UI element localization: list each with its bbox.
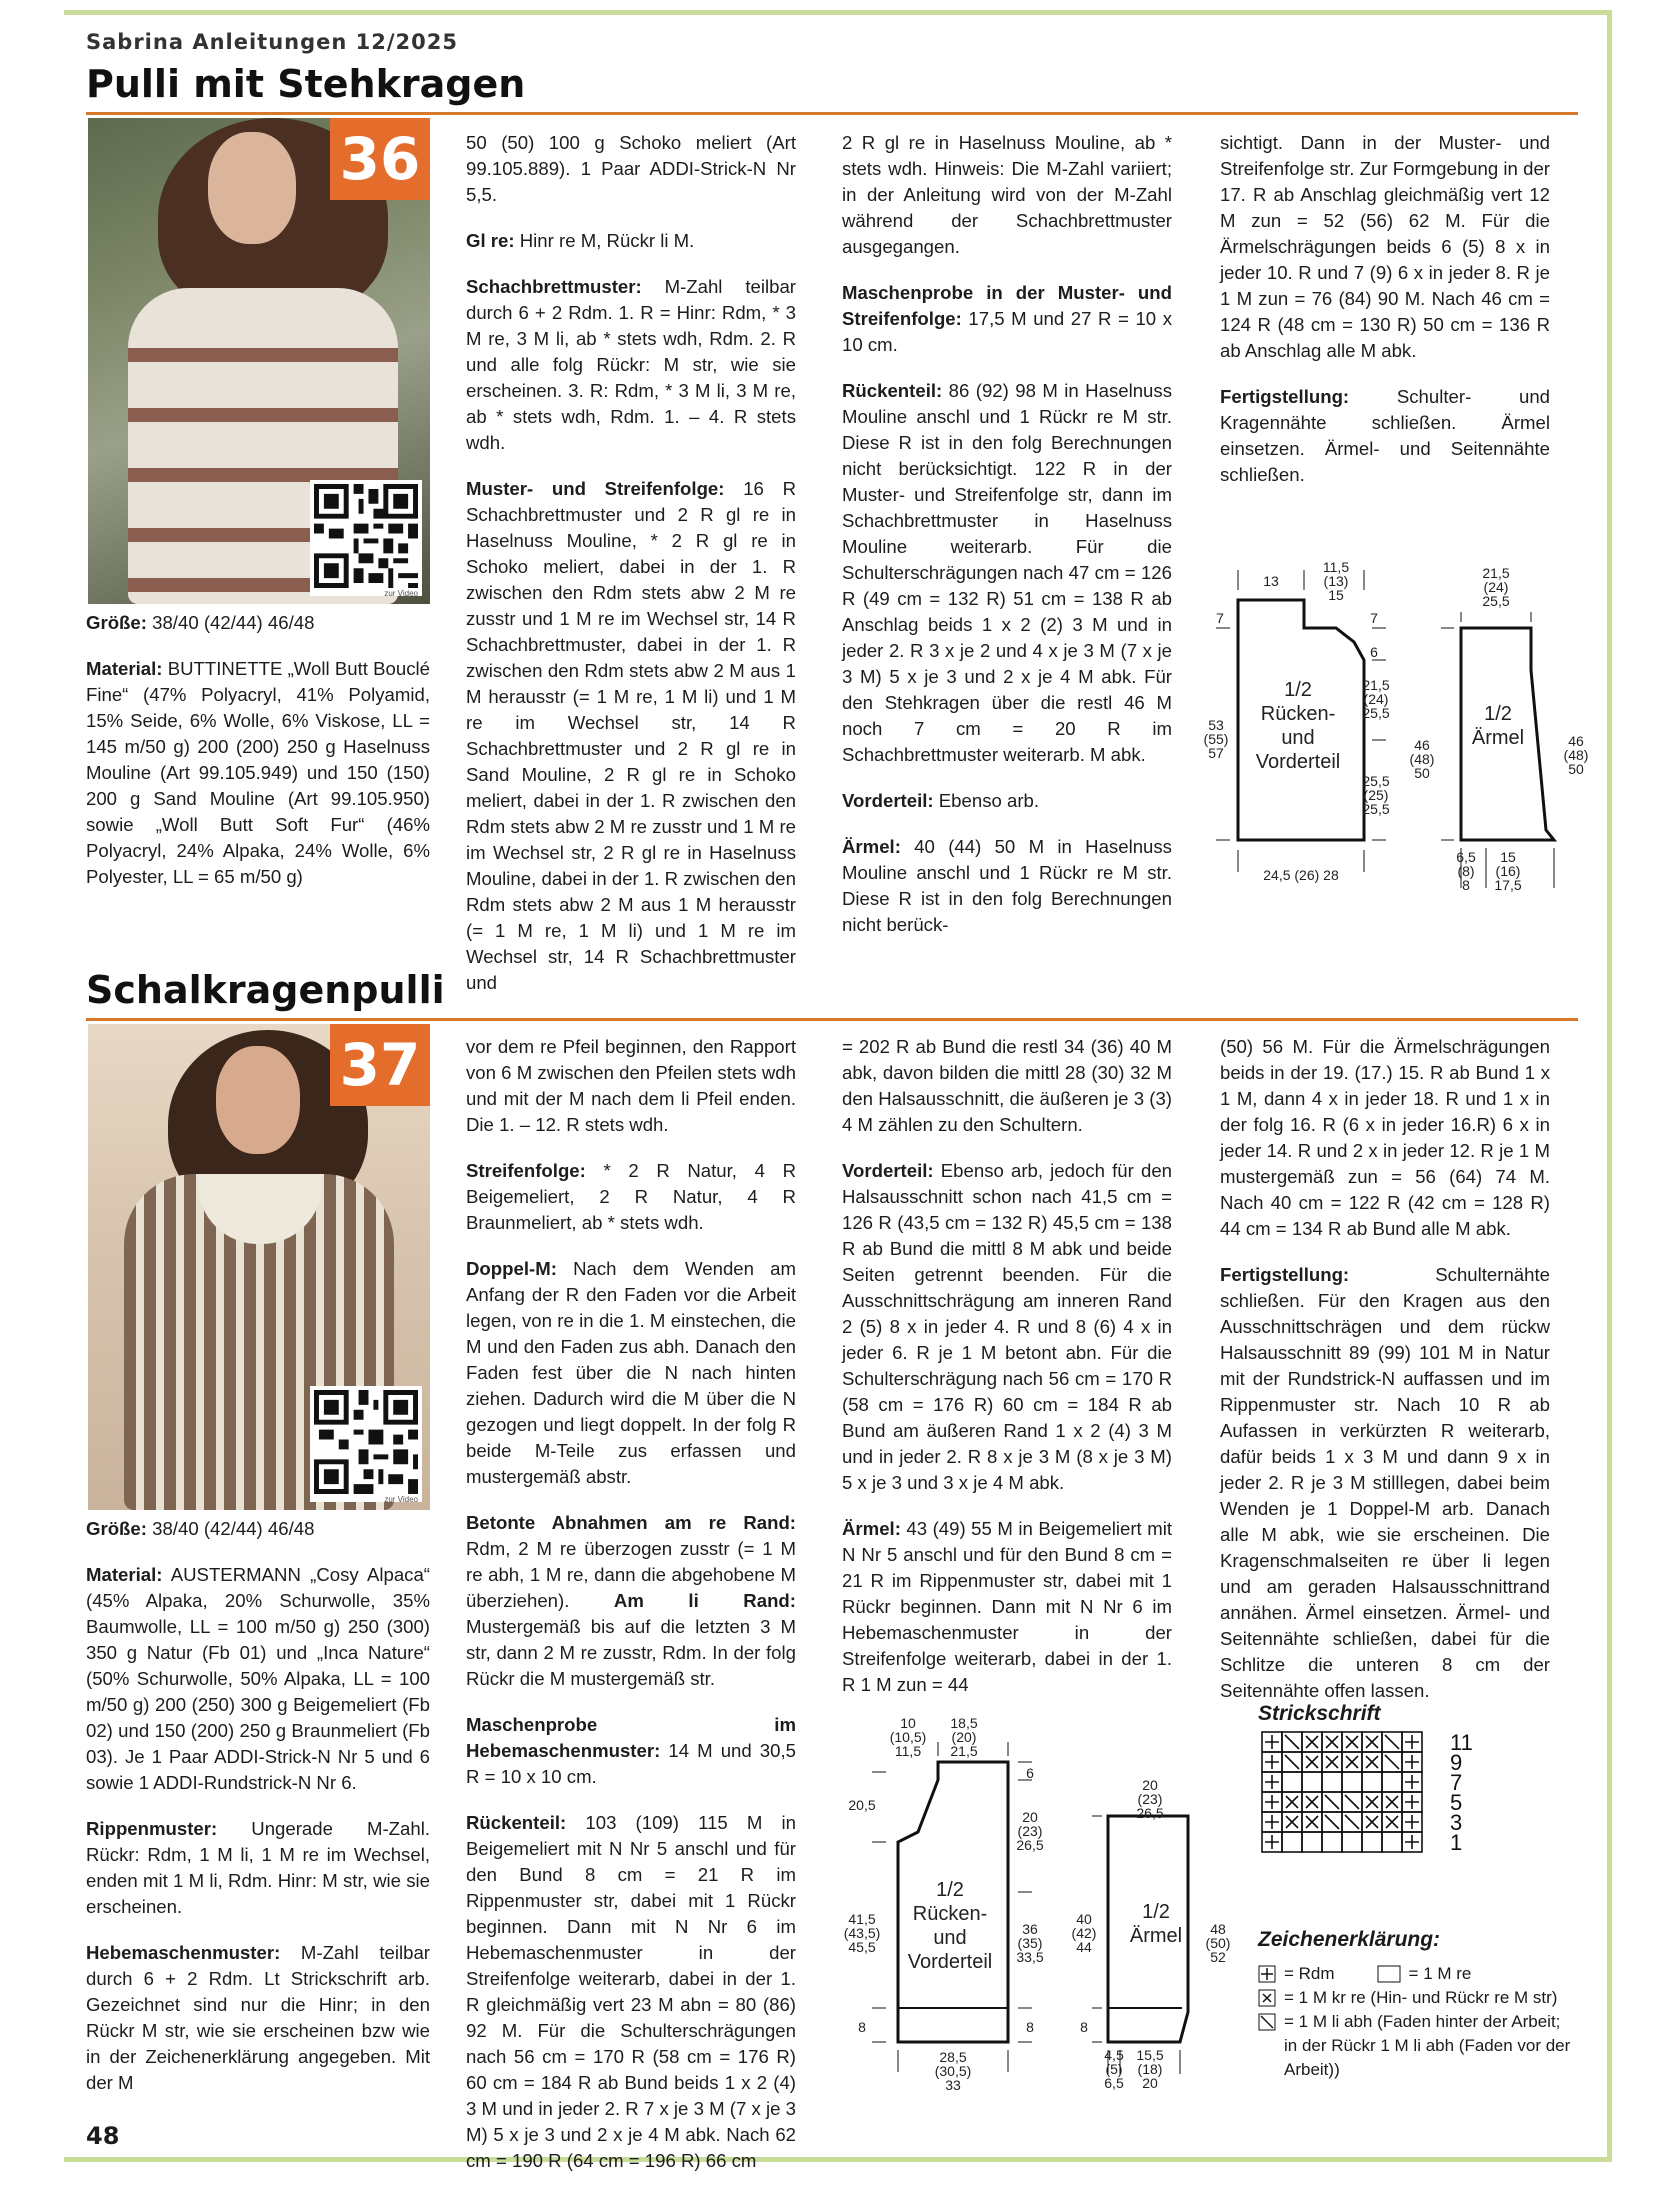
dim-7b: 7 (1370, 610, 1378, 626)
section-text: 40 (44) 50 M in Haselnuss Mouline anschl und 1 Rückr re M str. Diese R ist in den folg Berechnungen nicht berück- (842, 836, 1172, 935)
chart-cell (1282, 1832, 1302, 1852)
section-text: 43 (49) 55 M in Beigemeliert mit N Nr 5 anschl und für den Bund 8 cm = 21 R im Rippenmuster str, dabei mit 1 Rückr beginnen. Dann mit N Nr 6 im Hebemaschenmuster in der Streifenfolge weiterarb, dabei in der 1. R 1 M zun = 44 (842, 1518, 1172, 1695)
body-label: 1/2 Rücken-und Vorderteil (907, 1879, 993, 1973)
chart-symbol (1306, 1816, 1318, 1828)
chart-symbol (1405, 1755, 1419, 1769)
dim-20: 20 (23) 26,5 (1016, 1809, 1044, 1853)
chart-symbol (1286, 1816, 1298, 1828)
section-label: Muster- und Streifenfolge: (466, 478, 725, 499)
body-label: 1/2 Rücken-und Vorderteil (1255, 679, 1341, 773)
plus-symbol-icon (1258, 1965, 1276, 1983)
empty-square-icon (1377, 1965, 1401, 1983)
chart-symbol (1325, 1815, 1339, 1829)
chart-symbol (1346, 1756, 1358, 1768)
dim-6: 6 (1026, 1765, 1034, 1781)
legend-row-rdm: = Rdm = 1 M re (1258, 1962, 1578, 1986)
chart-symbol (1286, 1796, 1298, 1808)
chart-symbol (1405, 1775, 1419, 1789)
pattern-37-col-2 (466, 1034, 796, 2194)
dim-6-5: 6,5 (8) 8 (1456, 849, 1476, 893)
section-text: Schulternähte schließen. Für den Kragen aus den Ausschnittschrägen und dem rückw Halsausschnitt 89 (99) 101 M in Natur mit der Rundstrick-N auffassen und im Rippenmuster str. Nach 10 R ab Aufassen in verkürzten R weiterarb, dafür beids 1 x 3 M und dann 9 x in jeder 2. R je 3 M stilllegen, dabei beim Wenden je 1 Doppel-M arb. Danach alle M abk, wie sie erscheinen. Die Kragenschmalseiten re über li legen und am geraden Halsausschnittrand annähen. Ärmel einsetzen. Ärmel- und Seitennähte schließen, dabei für die Schlitze die unteren 8 cm der Seitennähte offen lassen. (1220, 1264, 1550, 1701)
dim-46a: 46 (48) 50 (1409, 737, 1435, 781)
sweater-photo-37 (88, 1024, 430, 1510)
chart-symbol (1326, 1736, 1338, 1748)
chart-title: Strickschrift (1258, 1702, 1381, 1725)
chart-symbol (1265, 1815, 1279, 1829)
chart-cell (1302, 1832, 1322, 1852)
chart-cell (1382, 1832, 1402, 1852)
section-label: Doppel-M: (466, 1258, 557, 1279)
section-label: Gl re: (466, 230, 515, 251)
chart-symbol (1326, 1756, 1338, 1768)
chart-symbol (1265, 1795, 1279, 1809)
paragraph: 50 (50) 100 g Schoko meliert (Art 99.105.889). 1 Paar ADDI-Strick-N Nr 5,5. (466, 132, 796, 205)
chart-symbol (1405, 1735, 1419, 1749)
section-label: Ärmel: (842, 1518, 901, 1539)
dim-4-5: 4,5 (5) 6,5 (1104, 2047, 1124, 2091)
section-text: Hinr re M, Rückr li M. (519, 230, 695, 251)
section-text: M-Zahl teilbar durch 6 + 2 Rdm. 1. R = Hinr: Rdm, * 3 M re, 3 M li, ab * stets wdh, Rdm. 2. R und alle folg Rückr: M str, wie sie erscheinen. 3. R: Rdm, * 3 M li, 3 M re, ab * stets wdh, Rdm. 1. – 4. R stets wdh. (466, 276, 796, 453)
dim-48: 48 (50) 52 (1205, 1921, 1231, 1965)
dim-46b: 46 (48) 50 (1563, 733, 1589, 777)
legend-row-abh: = 1 M li abh (Faden hinter der Arbeit; in der Rückr 1 M li abh (Faden vor der Arbeit)) (1258, 2010, 1578, 2082)
section-text: Nach dem Wenden am Anfang der R den Faden vor die Arbeit legen, von re in die 1. M einstechen, die M und den Faden zus abh. Danach den Faden fest über die N nach hinten ziehen. Dadurch wird die M über die N gezogen und liegt doppelt. In der folg R beide M-Teile zus erfassen und mustergemäß abstr. (466, 1258, 796, 1487)
section-label: Vorderteil: (842, 790, 934, 811)
section-text: Ebenso arb, jedoch für den Halsausschnitt schon nach 41,5 cm = 126 R (43,5 cm = 132 R) 45,5 cm = 138 R ab Bund die mittl 8 M abk und beide Seiten getrennt beenden. Für die Ausschnittschrägung am inneren Rand 2 (5) 8 x in jeder 4. R und 8 (6) 4 x in jeder 6. R je 1 M betont abn. Für die Schulterschrägung nach 56 cm = 170 R (58 cm = 176 R) 60 cm = 184 R ab Bund am äußeren Rand 1 x 2 (4) 3 M und in jeder 2. R 8 x je 3 M (8 x je 3 M) 5 x je 3 und 3 x je 4 M abk. (842, 1160, 1172, 1493)
chart-symbol (1386, 1796, 1398, 1808)
pattern-37-col-4 (1220, 1034, 1550, 1724)
chart-row-number: 11 (1450, 1730, 1473, 1755)
section-text: 17,5 M und 27 R = 10 x 10 cm. (842, 308, 1172, 355)
material-label: Material: (86, 1564, 163, 1585)
qr-code-icon (314, 484, 418, 588)
size-value: 38/40 (42/44) 46/48 (152, 612, 315, 633)
chart-row-number: 7 (1450, 1770, 1463, 1795)
chart-cell (1342, 1832, 1362, 1852)
dim-15-5: 15,5 (18) 20 (1136, 2047, 1164, 2091)
paragraph: vor dem re Pfeil beginnen, den Rapport von 6 M zwischen den Pfeilen stets wdh und mit der M nach dem li Pfeil enden. Die 1. – 12. R stets wdh. (466, 1036, 796, 1135)
section-label: Fertigstellung: (1220, 1264, 1350, 1285)
chart-symbol (1306, 1756, 1318, 1768)
chart-cell (1322, 1832, 1342, 1852)
dim-25-5: 25,5 (25) 25,5 (1362, 773, 1390, 817)
dim-40: 40 (42) 44 (1071, 1911, 1097, 1955)
pattern-37-col-3 (842, 1034, 1172, 1718)
section-text: M-Zahl teilbar durch 6 + 2 Rdm. Lt Strickschrift arb. Gezeichnet sind nur die Hinr; in den Rückr M str, wie sie erscheinen bzw wie in der Zeichenerklärung angegeben. Mit der M (86, 1942, 430, 2093)
chart-symbol (1265, 1835, 1279, 1849)
magazine-header: Sabrina Anleitungen 12/2025 (86, 30, 458, 54)
chart-symbol (1325, 1795, 1339, 1809)
chart-row-number: 1 (1450, 1830, 1463, 1855)
chart-cell (1282, 1772, 1302, 1792)
section-text: Schulter- und Kragennähte schließen. Ärmel einsetzen. Ärmel- und Seitennähte schließen. (1220, 386, 1551, 485)
pattern-37-col-1 (86, 1516, 430, 2116)
qr-code[interactable]: zur Video (310, 480, 422, 596)
section-label: Maschenprobe im Hebemaschenmuster: (466, 1714, 796, 1761)
pattern-36-col-2 (466, 130, 796, 1016)
section-label: Hebemaschenmuster: (86, 1942, 281, 1963)
chart-row-number: 3 (1450, 1810, 1463, 1835)
chart-cell (1302, 1772, 1322, 1792)
chart-symbol (1285, 1755, 1299, 1769)
dim-18-5: 18,5 (20) 21,5 (950, 1715, 978, 1759)
chart-symbol (1265, 1735, 1279, 1749)
section-label: Maschenprobe in der Muster- und Streifenfolge: (842, 282, 1172, 329)
dim-20-5: 20,5 (848, 1797, 876, 1813)
chart-symbol (1366, 1796, 1378, 1808)
pattern-37-title: Schalkragenpulli (86, 968, 445, 1012)
chart-cell (1322, 1772, 1342, 1792)
chart-symbol (1345, 1795, 1359, 1809)
section-text: 14 M und 30,5 R = 10 x 10 cm. (466, 1740, 796, 1787)
dim-6: 6 (1370, 644, 1378, 660)
schematic-36 (1196, 550, 1596, 910)
section-text: Mustergemäß bis auf die letzten 3 M str, dann 2 M re zusstr, Rdm. In der folg Rückr die M mustergemäß str. (466, 1616, 796, 1689)
body-outline (898, 1762, 1008, 2042)
face (208, 132, 296, 244)
section-text: Rdm, 2 M re überzogen zusstr (= 1 M re abh, 1 M re, dann die abgehobene M überziehen). (466, 1538, 796, 1611)
material-text: BUTTINETTE „Woll Butt Bouclé Fine“ (47% Polyacryl, 41% Polyamid, 15% Seide, 6% Wolle, 6% Viskose, LL = 145 m/50 g) 200 (200) 250 g Haselnuss Mouline (Art 99.105.949) und 150 (150) 200 g Sand Mouline (Art 99.105.950) sowie „Woll Butt Soft Fur“ (46% Polyacryl, 24% Alpaka, 24% Wolle, 6% Polyester, LL = 65 m/50 g) (86, 658, 430, 887)
qr-code[interactable]: zur Video (310, 1386, 422, 1502)
chart-symbol (1265, 1755, 1279, 1769)
title-rule (86, 112, 1578, 115)
dim-20-sleeve: 20 (23) 26,5 (1136, 1777, 1164, 1821)
section-text: Ebenso arb. (938, 790, 1040, 811)
page-number: 48 (86, 2122, 120, 2150)
section-text: * 2 R Natur, 4 R Beigemeliert, 2 R Natur, 4 R Braunmeliert, ab * stets wdh. (466, 1160, 796, 1233)
dim-7a: 7 (1216, 610, 1224, 626)
pattern-36-col-1 (86, 610, 430, 910)
section-text: 16 R Schachbrettmuster und 2 R gl re in Haselnuss Mouline, * 2 R gl re in Schoko meliert, dabei in der 1. R zwischen den Rdm stets abw 2 M re zusstr und 1 M re im Wechsel str, 14 R Schachbrettmuster, dabei in der 1. R zwischen den Rdm stets abw 2 M aus 1 M herausstr (= 1 M re, 1 M li) und 1 M re im Wechsel str, 14 R Schachbrettmuster und 2 R gl re in Sand Mouline, 2 R gl re in Schoko meliert, dabei in der 1. R zwischen den Rdm stets abw 2 M re zusstr und 1 M re im Wechsel str, 2 R gl re in Haselnuss Mouline, dabei in der 1. R zwischen den Rdm stets abw 2 M aus 1 M herausstr (= 1 M re, 1 M li) und 1 M re im Wechsel str, 14 R Schachbrettmuster und (466, 478, 797, 993)
dim-15: 15 (16) 17,5 (1494, 849, 1522, 893)
chart-symbol (1405, 1815, 1419, 1829)
legend-title: Zeichenerklärung: (1258, 1928, 1441, 1951)
dim-41-5: 41,5 (43,5) 45,5 (843, 1911, 881, 1955)
x-symbol-icon (1258, 1989, 1276, 2007)
pattern-number-badge: 37 (330, 1024, 430, 1106)
paragraph: = 202 R ab Bund die restl 34 (36) 40 M abk, davon bilden die mittl 28 (30) 32 M den Halsausschnitt, die äußeren je 3 (3) 4 M zählen zu den Schultern. (842, 1036, 1172, 1135)
chart-symbol (1385, 1735, 1399, 1749)
sleeve-label: 1/2 Ärmel (1129, 1901, 1183, 1947)
title-rule (86, 1018, 1578, 1021)
chart-symbol (1366, 1816, 1378, 1828)
face (216, 1046, 300, 1154)
chart-symbol (1405, 1795, 1419, 1809)
chart-cell (1362, 1772, 1382, 1792)
section-label: Schachbrettmuster: (466, 276, 642, 297)
chart-symbol (1366, 1736, 1378, 1748)
chart-symbol (1366, 1756, 1378, 1768)
section-text: 86 (92) 98 M in Haselnuss Mouline anschl und 1 Rückr re M str. Diese R ist in den folg Berechnungen nicht berücksichtigt. 122 R in der Muster- und Streifenfolge str, dann im Schachbrettmuster in Haselnuss Mouline weiterarb. Für die Schulterschrägungen nach 47 cm = 126 R (49 cm = 132 R) 51 cm = 138 R ab Anschlag beids 1 x 2 (2) 3 M und in jeder 2. R 3 x je 2 und 4 x je 3 M (7 x je 3 M) 5 x je 3 und 2 x je 4 M abk. Für den Stehkragen über die restl 46 M noch 7 cm = 20 R im Schachbrettmuster weiterarb. M abk. (842, 380, 1172, 765)
chart-symbol (1345, 1815, 1359, 1829)
chart-symbol (1385, 1755, 1399, 1769)
chart-symbol (1405, 1835, 1419, 1849)
section-text: Ungerade M-Zahl. Rückr: Rdm, 1 M li, 1 M re im Wechsel, enden mit 1 M li, Rdm. Hinr: M str, wie sie erscheinen. (86, 1818, 430, 1917)
chart-cell (1382, 1772, 1402, 1792)
section-label: Fertigstellung: (1220, 386, 1350, 407)
paragraph: 2 R gl re in Haselnuss Mouline, ab * stets wdh. Hinweis: Die M-Zahl variiert; in der Anleitung wird von der M-Zahl während der Schachbrettmuster ausgegangen. (842, 132, 1172, 257)
qr-code-icon (314, 1390, 418, 1494)
knitting-chart (1260, 1730, 1560, 1880)
dim-28-5: 28,5 (30,5) 33 (934, 2049, 972, 2092)
chart-cell (1342, 1772, 1362, 1792)
legend-row-kr: = 1 M kr re (Hin- und Rückr re M str) (1258, 1986, 1578, 2010)
dim-11-5: 11,5 (13) 15 (1322, 559, 1350, 603)
dim-13: 13 (1263, 573, 1279, 589)
section-label: Am li Rand: (613, 1590, 796, 1611)
dim-53: 53 (55) 57 (1203, 717, 1229, 761)
schematic-37 (838, 1712, 1268, 2092)
section-label: Vorderteil: (842, 1160, 934, 1181)
material-text: AUSTERMANN „Cosy Alpaca“ (45% Alpaka, 20% Schurwolle, 35% Baumwolle, LL = 100 m/50 g) 250 (300) 350 g Natur (Fb 01) und „Inca Nature“ (50% Schurwolle, 50% Alpaka, LL = 100 m/50 g) 200 (250) 300 g Beigemeliert (Fb 02) und 150 (200) 250 g Braunmeliert (Fb 03). Je 1 Paar ADDI-Strick-N Nr 5 und 6 sowie 1 ADDI-Rundstrick-N Nr 6. (86, 1564, 430, 1793)
dim-21-5: 21,5 (24) 25,5 (1362, 677, 1390, 721)
size-label: Größe: (86, 612, 147, 633)
dim-8c: 8 (1080, 2019, 1088, 2035)
section-text: 103 (109) 115 M in Beigemeliert mit N Nr 5 anschl und für den Bund 8 cm = 21 R im Rippenmuster str, dabei mit 1 Rückr beginnen. Dann mit N Nr 6 im Hebemaschenmuster in der Streifenfolge weiterarb, dabei in der 1. R gleichmäßig vert 23 M abn = 80 (86) 92 M. Für die Schulterschrägungen nach 56 cm = 170 R (58 cm = 176 R) 60 cm = 184 R ab Bund beids 1 x 2 (4) 3 M und in jeder 2. R 7 x je 3 M (7 x je 3 M) 5 x je 3 und 2 x je 4 M abk. Nach 62 cm = 190 R (64 cm = 196 R) 66 cm (466, 1812, 796, 2171)
chart-symbol (1306, 1796, 1318, 1808)
dim-10: 10 (10,5) 11,5 (889, 1715, 927, 1759)
pattern-36-title: Pulli mit Stehkragen (86, 62, 526, 106)
pattern-number-badge: 36 (330, 118, 430, 200)
dim-36: 36 (35) 33,5 (1016, 1921, 1044, 1965)
chart-cell (1362, 1832, 1382, 1852)
chart-row-number: 9 (1450, 1750, 1463, 1775)
pattern-36-col-3 (842, 130, 1172, 958)
dim-8b: 8 (1026, 2019, 1034, 2035)
sleeve-label: 1/2 Ärmel (1471, 703, 1525, 749)
size-label: Größe: (86, 1518, 147, 1539)
chart-symbol (1306, 1736, 1318, 1748)
dim-24-5: 24,5 (26) 28 (1263, 867, 1339, 883)
chart-symbol (1386, 1816, 1398, 1828)
paragraph: (50) 56 M. Für die Ärmelschrägungen beids in der 19. (17.) 15. R ab Bund 1 x 1 M, dann 4 x in jeder 18. R und 1 x in der folg 16. R (6 x in jeder 16.R) 6 x in jeder 14. R und 2 x in jeder 12. R je 1 M mustergemäß zun = 56 (64) 74 M. Nach 40 cm = 122 R (42 cm = 128 R) 44 cm = 134 R ab Bund alle M abk. (1220, 1036, 1550, 1239)
sweater-photo-36 (88, 118, 430, 604)
section-label: Ärmel: (842, 836, 901, 857)
material-label: Material: (86, 658, 163, 679)
dim-8a: 8 (858, 2019, 866, 2035)
slash-symbol-icon (1258, 2013, 1276, 2031)
legend (1258, 1962, 1578, 2082)
chart-symbol (1346, 1736, 1358, 1748)
section-label: Rückenteil: (466, 1812, 567, 1833)
paragraph: sichtigt. Dann in der Muster- und Streifenfolge str. Zur Formgebung in der 17. R ab Anschlag gleichmäßig vert 12 M zun = 52 (56) 62 M. Für die Ärmelschrägungen beids 6 (5) 8 x in jeder 10. R und 7 (9) 6 x in jeder 8. R je 1 M zun = 76 (84) 90 M. Nach 46 cm = 124 R (48 cm = 130 R) 50 cm = 136 R ab Anschlag alle M abk. (1220, 132, 1550, 361)
chart-symbol (1285, 1735, 1299, 1749)
size-value: 38/40 (42/44) 46/48 (152, 1518, 315, 1539)
chart-row-number: 5 (1450, 1790, 1463, 1815)
pattern-36-col-4 (1220, 130, 1550, 508)
section-label: Rückenteil: (842, 380, 943, 401)
section-label: Betonte Abnahmen am re Rand: (466, 1512, 796, 1533)
dim-21-5b: 21,5 (24) 25,5 (1482, 565, 1510, 609)
chart-symbol (1265, 1775, 1279, 1789)
section-label: Rippenmuster: (86, 1818, 218, 1839)
section-label: Streifenfolge: (466, 1160, 586, 1181)
